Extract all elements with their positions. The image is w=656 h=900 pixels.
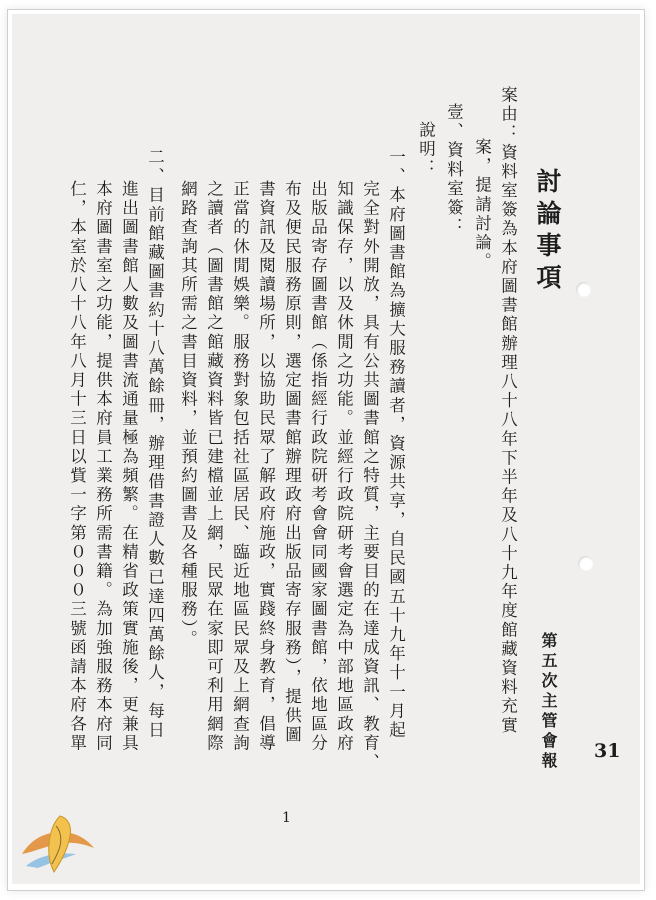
punch-hole (578, 556, 593, 571)
punch-hole (576, 282, 591, 297)
item-1-line: 一、本府圖書館為擴大服務讀者，資源共享，自民國五十九年十一月起 (386, 148, 406, 741)
case-line-1: 案由：資料室簽為本府圖書館辦理八十八年下半年及八十九年度館藏資料充實 (498, 86, 518, 736)
item-2-line: 二、目前館藏圖書約十八萬餘冊，辦理借書證人數已達四萬餘人，每日 (145, 148, 165, 741)
page-title: 討論事項 (533, 168, 562, 296)
item-1-line: 正當的休閒娛樂。服務對象包括社區居民、臨近地區民眾及上網查詢 (230, 180, 250, 753)
item-1-line: 之讀者（圖書館之館藏資料皆已建檔並上網，民眾在家即可利用網際 (204, 180, 224, 753)
item-1-line: 書資訊及閱讀場所，以協助民眾了解政府施政，實踐終身教育，倡導 (256, 180, 276, 753)
case-line-2: 案，提請討論。 (472, 138, 492, 272)
item-1-line: 布及便民服務原則，選定圖書館辦理政府出版品寄存服務），提供圖 (282, 180, 302, 745)
page-number: 31 (594, 740, 621, 762)
footer-page-number: 1 (282, 810, 291, 826)
item-1-line: 出版品寄存圖書館（係指經行政院研考會會同國家圖書館，依地區分 (308, 180, 328, 753)
item-2-line: 本府圖書室之功能，提供本府員工業務所需書籍。為加強服務本府同 (93, 180, 113, 753)
item-1-line: 完全對外開放，具有公共圖書館之特質，主要目的在達成資訊、教育、 (360, 180, 380, 773)
item-2-line: 仁，本室於八十八年八月十三日以貲一字第０００三號函請本府各單 (67, 180, 87, 753)
taiwan-map-logo-icon (16, 808, 98, 880)
explain-label: 說明： (416, 121, 436, 179)
journal-label: 第五次主管會報 (539, 632, 558, 772)
item-1-line: 知識保存，以及休閒之功能。並經行政院研考會選定為中部地區政府 (334, 180, 354, 753)
item-1-line: 網路查詢其所需之書目資料，並預約圖書及各種服務）。 (178, 180, 198, 650)
item-2-line: 進出圖書館人數及圖書流通量極為頻繁。在精省政策實施後，更兼具 (119, 180, 139, 753)
section-heading: 壹、資料室簽： (444, 103, 464, 237)
